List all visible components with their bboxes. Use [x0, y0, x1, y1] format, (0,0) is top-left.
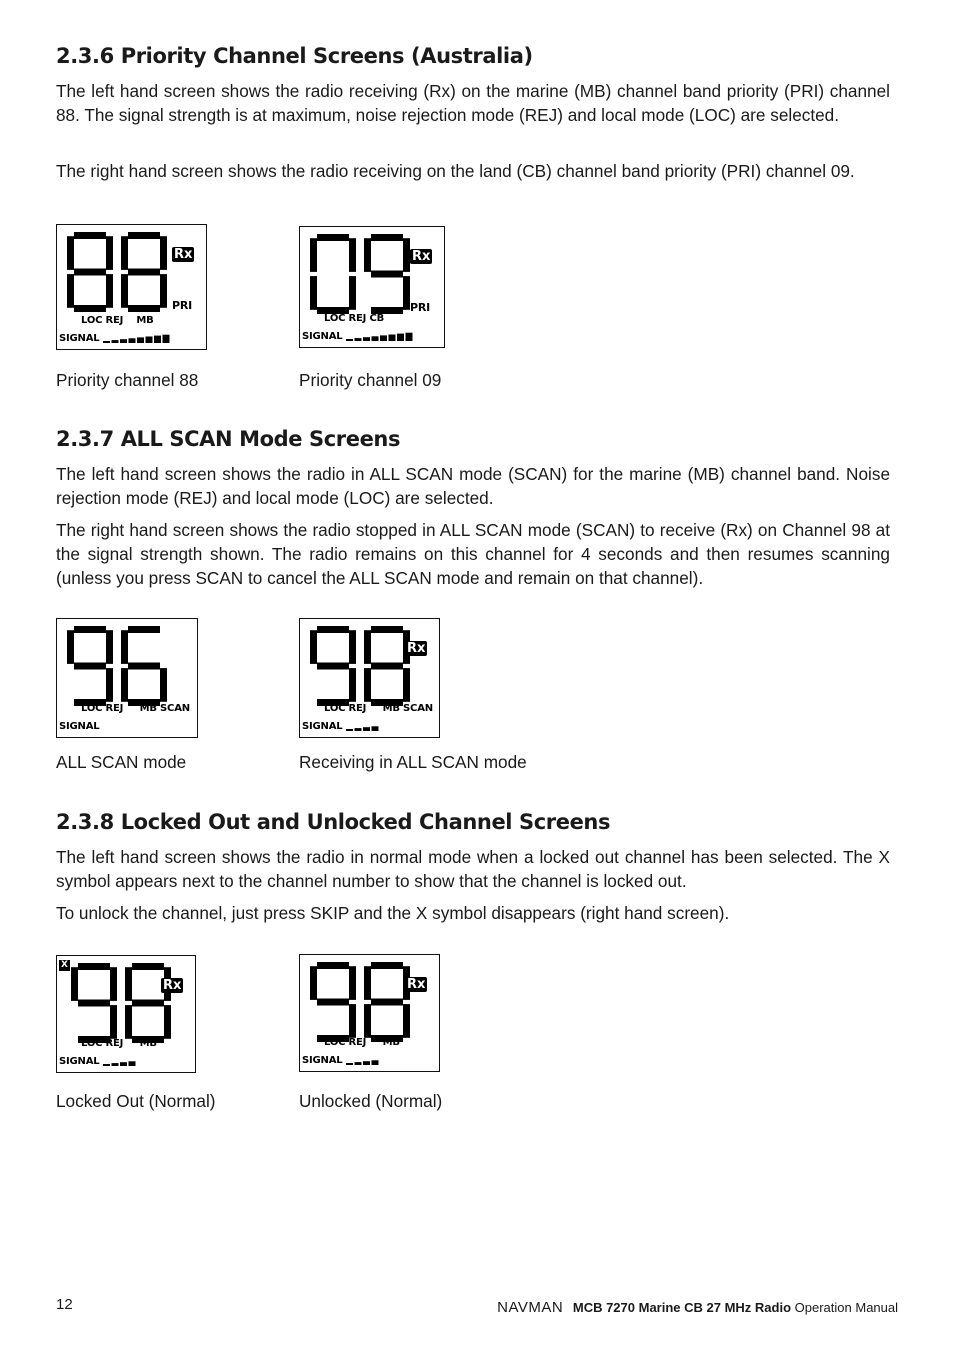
lcd-screen [299, 226, 445, 348]
lcd-segment [403, 276, 410, 310]
lcd-segment [310, 966, 317, 1000]
signal-bar [397, 334, 404, 341]
signal-bar [346, 729, 353, 731]
signal-bar [355, 728, 362, 731]
lcd-segment [349, 238, 356, 272]
signal-bar [103, 1064, 110, 1066]
signal-label: SIGNAL [59, 721, 100, 732]
lcd-segment [74, 626, 106, 633]
lcd-segment [403, 668, 410, 702]
lcd-segment [371, 234, 403, 241]
signal-bar [389, 335, 396, 342]
lcd-segment [317, 999, 349, 1006]
paragraph: The left hand screen shows the radio in ALL SCAN mode (SCAN) for the marine (MB) channel band. Noise rejection mode (REJ) and local mode (LOC) are selected. [56, 464, 890, 508]
signal-bar [372, 336, 379, 341]
lcd-segment [106, 668, 113, 702]
lcd-status-line: LOC REJ MB [81, 315, 154, 326]
signal-bar [363, 337, 370, 341]
lcd-segment [371, 271, 403, 278]
lcd-segment [317, 626, 349, 633]
lcd-segment [310, 276, 317, 310]
screen-caption: Locked Out (Normal) [56, 1091, 216, 1111]
signal-bar [355, 338, 362, 341]
lcd-segment [371, 626, 403, 633]
lcd-digits [300, 619, 439, 737]
lcd-segment [349, 276, 356, 310]
lcd-segment [121, 236, 128, 270]
lcd-status-line: LOC REJ MB SCAN [81, 703, 190, 714]
signal-bar [112, 340, 119, 343]
lcd-segment [317, 234, 349, 241]
page-number: 12 [56, 1296, 73, 1313]
lcd-segment [67, 236, 74, 270]
lcd-segment [349, 668, 356, 702]
section-heading-priority: 2.3.6 Priority Channel Screens (Australia) [56, 44, 533, 68]
lcd-segment [160, 274, 167, 308]
signal-bar [380, 335, 387, 341]
screen-caption: Priority channel 88 [56, 370, 199, 390]
lcd-segment [121, 274, 128, 308]
signal-bar [129, 1061, 136, 1066]
signal-bar [346, 339, 353, 341]
lcd-segment [364, 1004, 371, 1038]
lcd-segment [128, 269, 160, 276]
lcd-segment [106, 236, 113, 270]
signal-bar [163, 335, 170, 343]
lcd-segment [121, 630, 128, 664]
screen-caption: Receiving in ALL SCAN mode [299, 752, 527, 772]
lcd-segment [71, 967, 78, 1001]
rx-indicator: Rx [163, 978, 182, 993]
lcd-segment [128, 626, 160, 633]
lcd-segment [67, 274, 74, 308]
paragraph: The right hand screen shows the radio receiving on the land (CB) channel band priority (PRI) channel 09. [56, 161, 855, 181]
rx-indicator: Rx [407, 977, 426, 992]
signal-bar [372, 726, 379, 731]
screen-caption: ALL SCAN mode [56, 752, 187, 772]
signal-label: SIGNAL [302, 1055, 343, 1066]
signal-label: SIGNAL [302, 721, 343, 732]
lcd-status-line: LOC REJ MB [324, 1037, 400, 1048]
signal-bar [103, 341, 110, 343]
lcd-screen [56, 955, 196, 1073]
lcd-screen [56, 224, 207, 350]
lcd-screen [56, 618, 198, 738]
lcd-segment [125, 967, 132, 1001]
lcd-segment [349, 966, 356, 1000]
lcd-status-line: LOC REJ MB [81, 1038, 157, 1049]
lcd-digits [300, 955, 439, 1071]
lcd-segment [317, 962, 349, 969]
lcd-segment [110, 967, 117, 1001]
signal-bar [120, 1062, 127, 1066]
lcd-segment [371, 999, 403, 1006]
signal-bar [406, 333, 413, 341]
signal-label: SIGNAL [59, 1056, 100, 1067]
pri-indicator: PRI [410, 301, 431, 314]
lcd-segment [110, 1005, 117, 1039]
footer-title [497, 1299, 898, 1316]
lcd-segment [106, 274, 113, 308]
locked-out-indicator: X [61, 960, 68, 970]
signal-label: SIGNAL [302, 331, 343, 342]
lcd-segment [74, 232, 106, 239]
paragraph: The left hand screen shows the radio in normal mode when a locked out channel has been selected. The X symbol appears next to the channel number to show that the channel is locked out. [56, 847, 890, 891]
screen-caption: Unlocked (Normal) [299, 1091, 443, 1111]
rx-indicator: Rx [412, 249, 431, 264]
lcd-segment [121, 668, 128, 702]
footer-doc-type: Operation Manual [794, 1300, 898, 1315]
lcd-segment [128, 305, 160, 312]
lcd-segment [74, 269, 106, 276]
signal-bar [346, 1063, 353, 1065]
lcd-segment [128, 663, 160, 670]
paragraph: The left hand screen shows the radio receiving (Rx) on the marine (MB) channel band priority (PRI) channel 88. The signal strength is at maximum, noise rejection mode (REJ) and local mode (LOC) are selected. [56, 81, 890, 125]
lcd-digits [57, 619, 197, 737]
section-heading-all-scan: 2.3.7 ALL SCAN Mode Screens [56, 427, 401, 451]
lcd-segment [125, 1005, 132, 1039]
lcd-segment [364, 966, 371, 1000]
signal-label: SIGNAL [59, 333, 100, 344]
lcd-segment [78, 1000, 110, 1007]
signal-bar [363, 1061, 370, 1065]
lcd-screen [299, 618, 440, 738]
lcd-segment [403, 1004, 410, 1038]
lcd-digits [300, 227, 444, 347]
lcd-segment [74, 305, 106, 312]
lcd-segment [132, 963, 164, 970]
signal-bar [355, 1062, 362, 1065]
lcd-segment [371, 663, 403, 670]
lcd-segment [78, 963, 110, 970]
lcd-segment [310, 238, 317, 272]
lcd-segment [364, 668, 371, 702]
lcd-screen [299, 954, 440, 1072]
paragraph: To unlock the channel, just press SKIP and the X symbol disappears (right hand screen). [56, 903, 730, 923]
signal-bar [137, 337, 144, 343]
lcd-digits [57, 956, 195, 1072]
signal-bar [154, 336, 161, 343]
signal-bar [363, 727, 370, 731]
lcd-segment [371, 962, 403, 969]
lcd-segment [349, 1004, 356, 1038]
lcd-segment [349, 630, 356, 664]
lcd-digits [57, 225, 206, 349]
lcd-segment [132, 1000, 164, 1007]
signal-bar [120, 339, 127, 343]
rx-indicator: Rx [174, 247, 193, 262]
lcd-segment [128, 232, 160, 239]
lcd-status-line: LOC REJ MB SCAN [324, 703, 433, 714]
lcd-segment [67, 630, 74, 664]
lcd-segment [310, 630, 317, 664]
lcd-segment [364, 630, 371, 664]
lcd-segment [364, 238, 371, 272]
footer-model: MCB 7270 Marine CB 27 MHz Radio [572, 1300, 792, 1315]
brand-logo: NAVMAN [497, 1299, 564, 1316]
lcd-segment [164, 1005, 171, 1039]
lcd-status-line: LOC REJ CB [324, 313, 385, 324]
signal-bar [112, 1063, 119, 1066]
lcd-segment [106, 630, 113, 664]
lcd-segment [317, 663, 349, 670]
rx-indicator: Rx [407, 641, 426, 656]
pri-indicator: PRI [172, 299, 193, 312]
paragraph: The right hand screen shows the radio stopped in ALL SCAN mode (SCAN) to receive (Rx) on Channel 98 at the signal strength shown. The radio remains on this channel for 4 seconds and then resumes scanning (unless you press SCAN to cancel the ALL SCAN mode and remain on that channel). [56, 520, 890, 588]
section-heading-locked: 2.3.8 Locked Out and Unlocked Channel Screens [56, 810, 611, 834]
lcd-segment [160, 236, 167, 270]
signal-bar [129, 338, 136, 343]
signal-bar [372, 1060, 379, 1065]
lcd-segment [403, 238, 410, 272]
screen-caption: Priority channel 09 [299, 370, 442, 390]
lcd-segment [160, 668, 167, 702]
signal-bar [146, 337, 153, 344]
lcd-segment [74, 663, 106, 670]
